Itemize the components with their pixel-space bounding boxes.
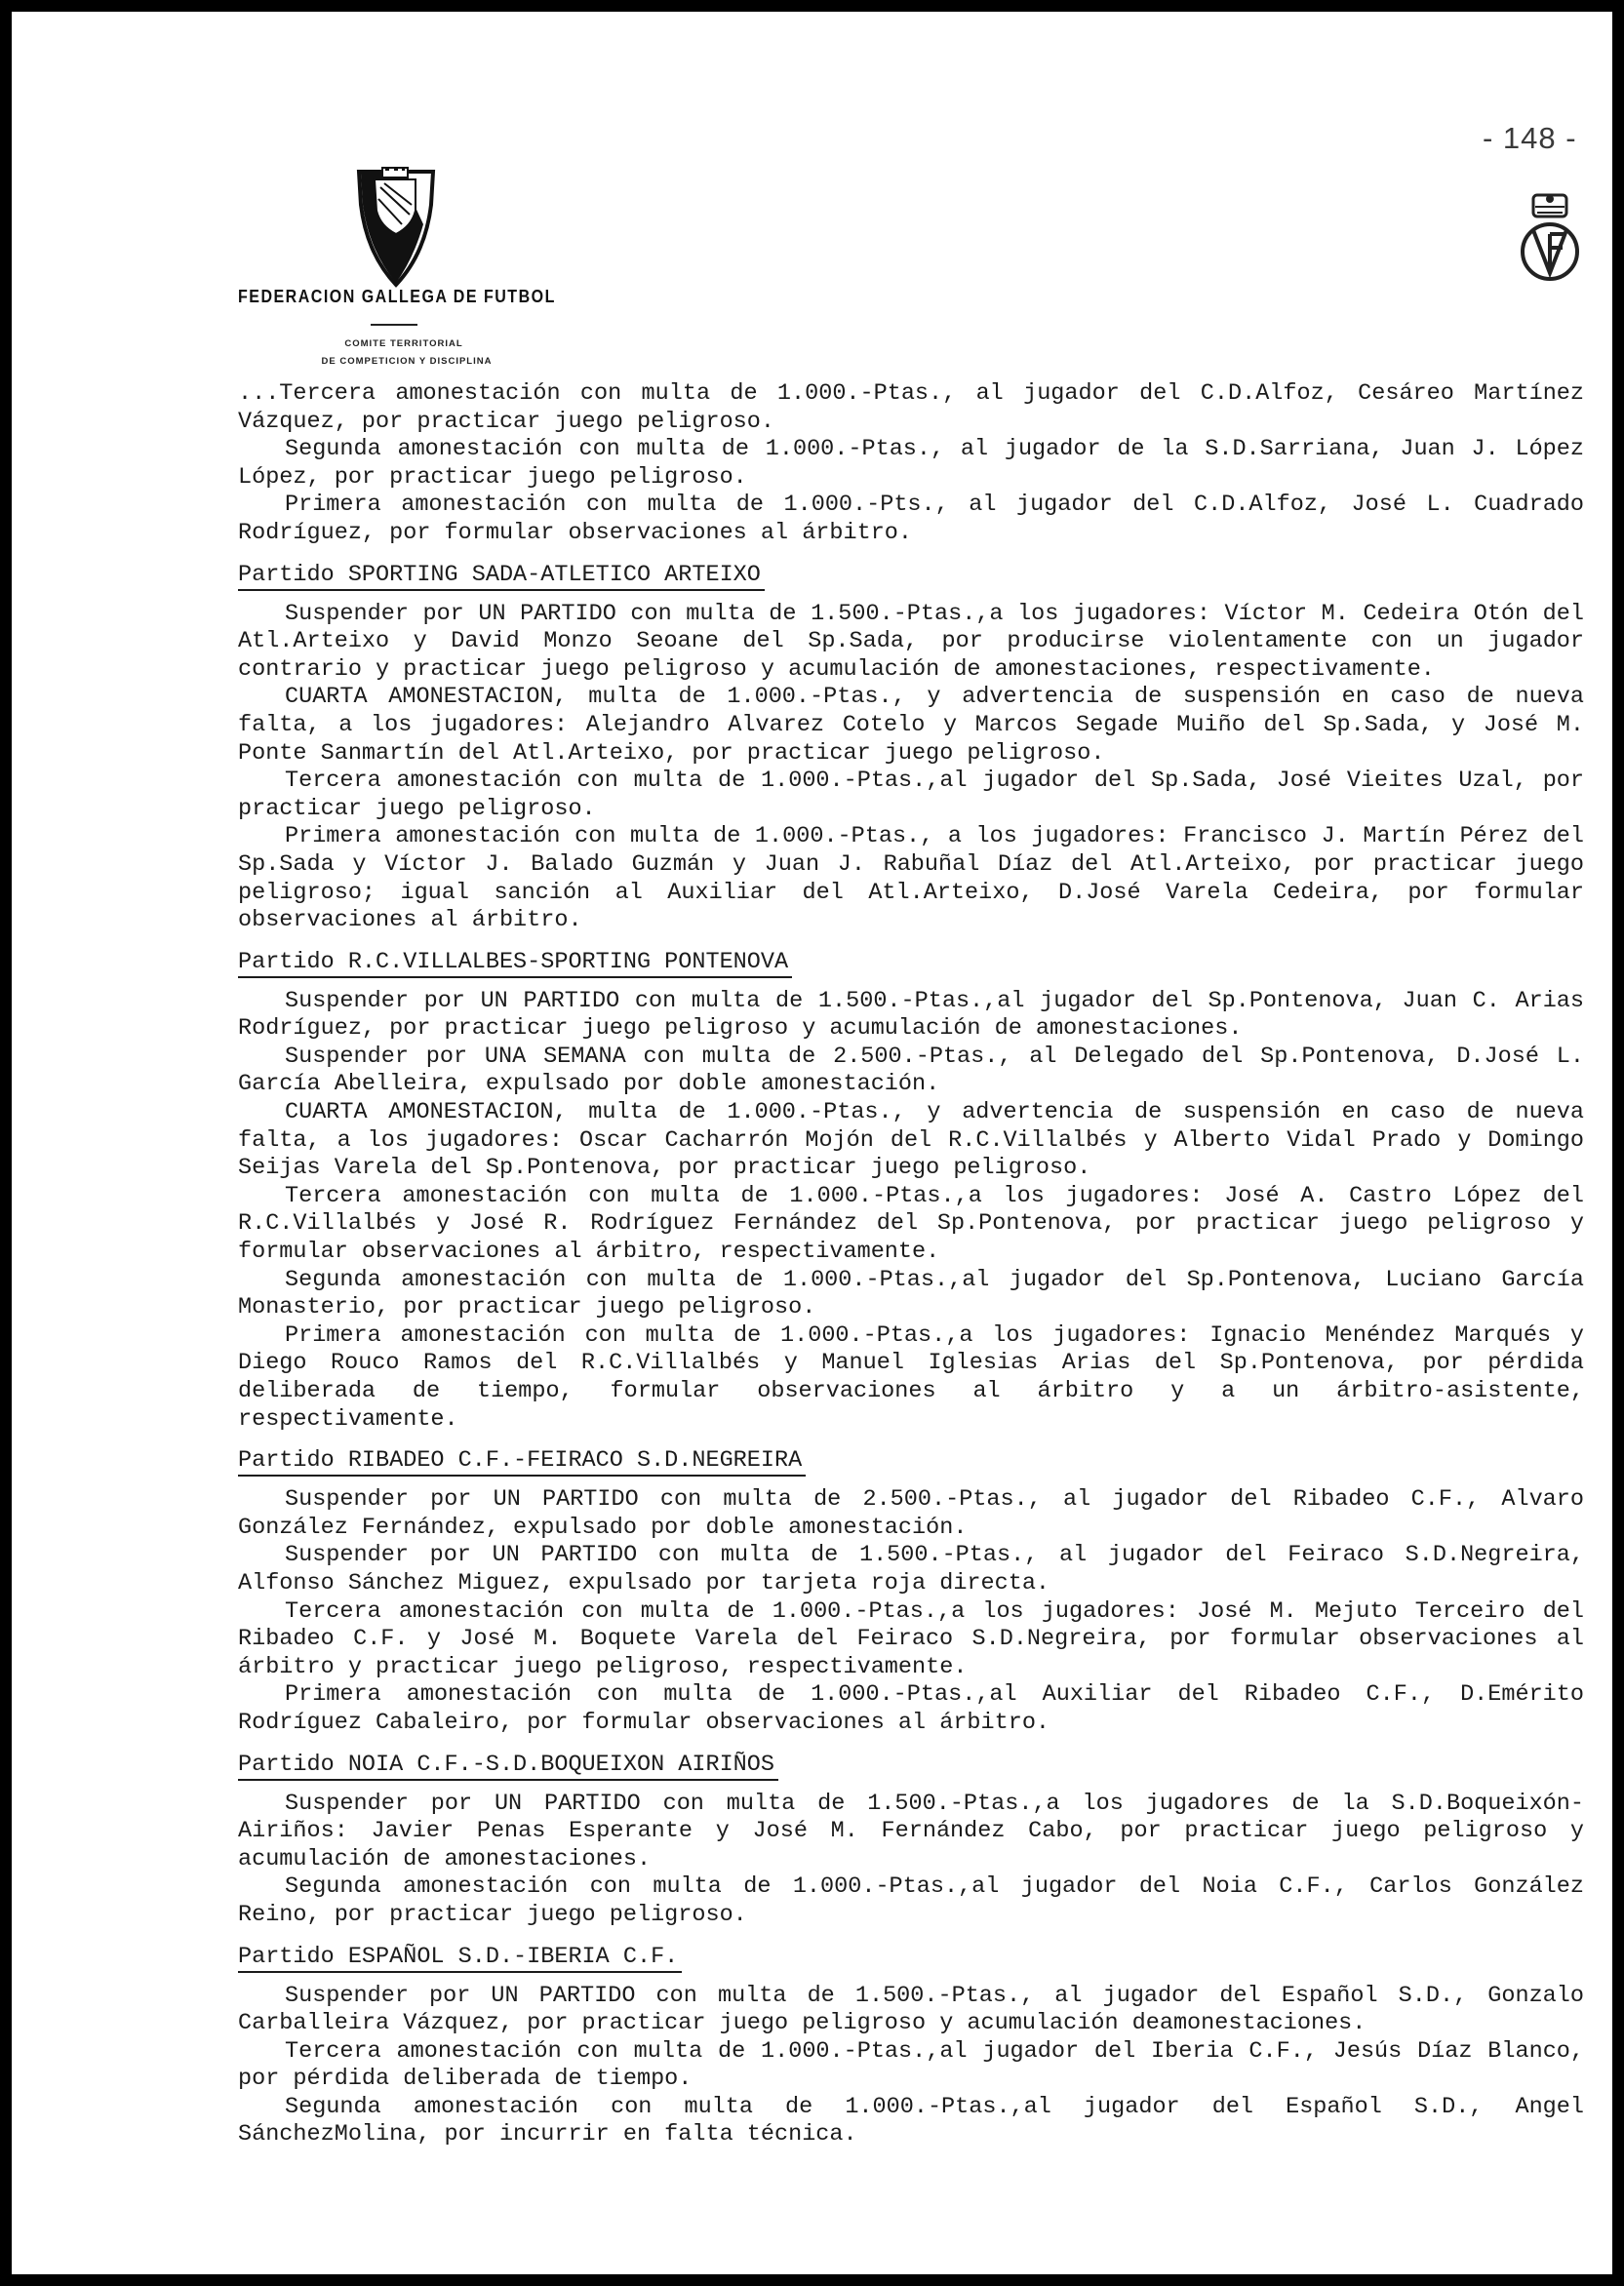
committee-line-2: DE COMPETICION Y DISCIPLINA	[321, 356, 493, 367]
sanction-paragraph: Suspender por UN PARTIDO con multa de 1.500.-Ptas., al jugador del Español S.D., Gonzalo Carballeira Vázquez, por practicar juego peligroso y acumulación deamonestaciones.	[238, 1982, 1584, 2037]
sanction-paragraph: Tercera amonestación con multa de 1.000.-Ptas.,a los jugadores: José M. Mejuto Terceiro del Ribadeo C.F. y José M. Boquete Varela del Feiraco S.D.Negreira, por formular observaciones al árbitro y practicar juego peligroso, respectivamente.	[238, 1597, 1584, 1680]
sanction-paragraph: Primera amonestación con multa de 1.000.-Ptas., a los jugadores: Francisco J. Martín Pérez del Sp.Sada y Víctor J. Balado Guzmán y Juan J. Rabuñal Díaz del Atl.Arteixo, por practicar juego peligroso; igual sanción al Auxiliar del Atl.Arteixo, D.José Varela Cedeira, por formular observaciones al árbitro.	[238, 823, 1584, 934]
committee-name	[260, 335, 553, 371]
sanction-paragraph: Suspender por UN PARTIDO con multa de 2.500.-Ptas., al jugador del Ribadeo C.F., Alvaro González Fernández, expulsado por doble amonestación.	[238, 1486, 1584, 1541]
match-section	[238, 548, 1584, 935]
sanction-paragraph: CUARTA AMONESTACION, multa de 1.000.-Ptas., y advertencia de suspensión en caso de nueva falta, a los jugadores: Oscar Cacharrón Mojón del R.C.Villalbés y Alberto Vidal Prado y Domingo Seijas Varela del Sp.Pontenova, por practicar juego peligroso.	[238, 1099, 1584, 1182]
sanction-paragraph: Primera amonestación con multa de 1.000.-Ptas.,al Auxiliar del Ribadeo C.F., D.Emérito Rodríguez Cabaleiro, por formular observaciones al árbitro.	[238, 1681, 1584, 1736]
match-heading: Partido ESPAÑOL S.D.-IBERIA C.F.	[238, 1944, 682, 1973]
match-heading-wrap	[238, 548, 1584, 601]
sanction-paragraph: Suspender por UNA SEMANA con multa de 2.500.-Ptas., al Delegado del Sp.Pontenova, D.José L. García Abelleira, expulsado por doble amonestación.	[238, 1043, 1584, 1098]
sanction-paragraph: Suspender por UN PARTIDO con multa de 1.500.-Ptas.,a los jugadores: Víctor M. Cedeira Otón del Atl.Arteixo y David Monzo Seoane del Sp.Sada, por producirse violentamente con un jugador contrario y practicar juego peligroso y acumulación de amonestaciones, respectivamente.	[238, 600, 1584, 683]
document-page	[12, 12, 1612, 2274]
match-heading-wrap	[238, 1434, 1584, 1486]
federation-name: FEDERACION GALLEGA DE FUTBOL	[238, 288, 556, 307]
sanction-paragraph: Suspender por UN PARTIDO con multa de 1.500.-Ptas.,a los jugadores de la S.D.Boqueixón-Airiños: Javier Penas Esperante y José M. Fernández Cabo, por practicar juego peligroso y acumulación de amonestaciones.	[238, 1790, 1584, 1872]
match-heading-wrap	[238, 1930, 1584, 1983]
sanction-paragraph: Primera amonestación con multa de 1.000.-Pts., al jugador del C.D.Alfoz, José L. Cuadrado Rodríguez, por formular observaciones al árbitro.	[238, 492, 1584, 546]
royal-crest-icon	[1516, 191, 1584, 296]
sanction-paragraph: CUARTA AMONESTACION, multa de 1.000.-Ptas., y advertencia de suspensión en caso de nueva falta, a los jugadores: Alejandro Alvarez Cotelo y Marcos Segade Muiño del Sp.Sada, y José M. Ponte Sanmartín del Atl.Arteixo, por practicar juego peligroso.	[238, 684, 1584, 767]
match-section	[238, 1930, 1584, 2150]
match-section	[238, 1738, 1584, 1930]
match-heading-wrap	[238, 935, 1584, 988]
federation-shield-icon	[355, 166, 437, 289]
match-section	[238, 935, 1584, 1435]
page-number: - 148 -	[1483, 121, 1577, 155]
sanction-paragraph: Suspender por UN PARTIDO con multa de 1.500.-Ptas., al jugador del Feiraco S.D.Negreira, Alfonso Sánchez Miguez, expulsado por tarjeta roja directa.	[238, 1542, 1584, 1596]
sanction-paragraph: ...Tercera amonestación con multa de 1.000.-Ptas., al jugador del C.D.Alfoz, Cesáreo Martínez Vázquez, por practicar juego peligroso.	[238, 380, 1584, 435]
letterhead-divider	[371, 324, 417, 326]
sanction-paragraph: Primera amonestación con multa de 1.000.-Ptas.,a los jugadores: Ignacio Menéndez Marqués y Diego Rouco Ramos del R.C.Villalbés y Manuel Iglesias Arias del Sp.Pontenova, por pérdida deliberada de tiempo, formular observaciones al árbitro y a un árbitro-asistente, respectivamente.	[238, 1321, 1584, 1433]
sanction-paragraph: Tercera amonestación con multa de 1.000.-Ptas.,a los jugadores: José A. Castro López del R.C.Villalbés y José R. Rodríguez Fernández del Sp.Pontenova, por practicar juego peligroso y formular observaciones al árbitro, respectivamente.	[238, 1182, 1584, 1266]
sanction-paragraph: Tercera amonestación con multa de 1.000.-Ptas.,al jugador del Sp.Sada, José Vieites Uzal, por practicar juego peligroso.	[238, 768, 1584, 822]
resolutions-body	[238, 380, 1584, 2149]
sanction-paragraph: Suspender por UN PARTIDO con multa de 1.500.-Ptas.,al jugador del Sp.Pontenova, Juan C. Arias Rodríguez, por practicar juego peligroso y acumulación de amonestaciones.	[238, 987, 1584, 1043]
sanction-paragraph: Segunda amonestación con multa de 1.000.-Ptas.,al jugador del Español S.D., Angel SánchezMolina, por incurrir en falta técnica.	[238, 2093, 1584, 2148]
sanction-paragraph: Tercera amonestación con multa de 1.000.-Ptas.,al jugador del Iberia C.F., Jesús Díaz Blanco, por pérdida deliberada de tiempo.	[238, 2037, 1584, 2093]
committee-line-1: COMITE TERRITORIAL	[344, 338, 463, 349]
match-heading: Partido R.C.VILLALBES-SPORTING PONTENOVA	[238, 949, 792, 978]
sanction-paragraph: Segunda amonestación con multa de 1.000.-Ptas., al jugador de la S.D.Sarriana, Juan J. López López, por practicar juego peligroso.	[238, 436, 1584, 491]
match-section	[238, 1434, 1584, 1737]
match-heading: Partido RIBADEO C.F.-FEIRACO S.D.NEGREIRA	[238, 1447, 806, 1477]
match-heading: Partido SPORTING SADA-ATLETICO ARTEIXO	[238, 562, 765, 591]
match-section	[238, 380, 1584, 548]
match-heading-wrap	[238, 1738, 1584, 1791]
match-heading: Partido NOIA C.F.-S.D.BOQUEIXON AIRIÑOS	[238, 1752, 778, 1781]
sanction-paragraph: Segunda amonestación con multa de 1.000.-Ptas.,al jugador del Sp.Pontenova, Luciano García Monasterio, por practicar juego peligroso.	[238, 1266, 1584, 1321]
sanction-paragraph: Segunda amonestación con multa de 1.000.-Ptas.,al jugador del Noia C.F., Carlos González Reino, por practicar juego peligroso.	[238, 1873, 1584, 1928]
